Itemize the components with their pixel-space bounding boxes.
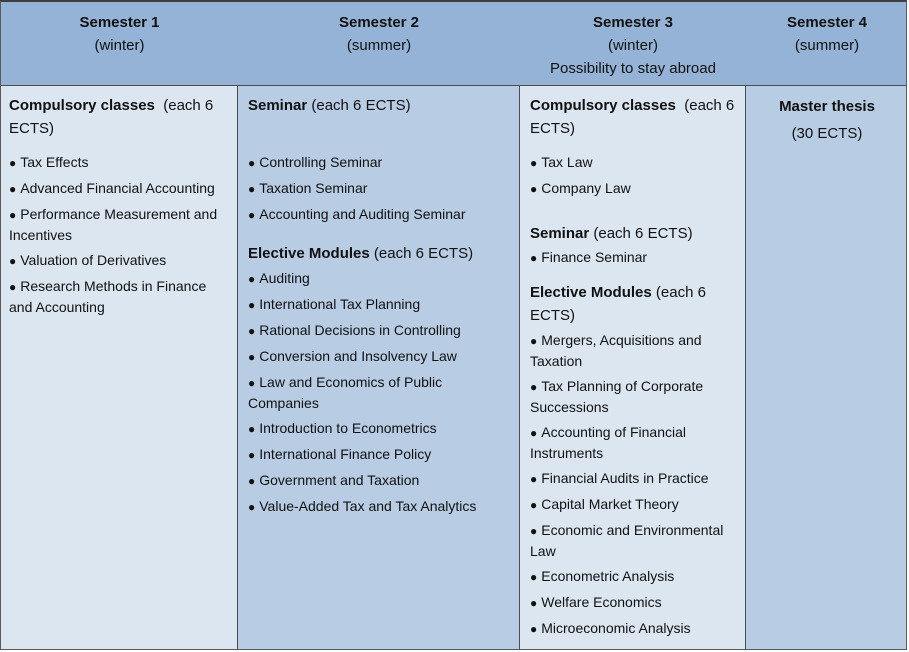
- bullet-icon: ●: [9, 208, 17, 222]
- list-item: [9, 178, 229, 199]
- list-item: [248, 204, 511, 225]
- bullet-icon: ●: [9, 280, 17, 294]
- list-item: [530, 422, 737, 463]
- bullet-icon: ●: [248, 324, 256, 338]
- semester-3-header: [520, 2, 746, 86]
- bullet-icon: ●: [530, 596, 538, 610]
- seminar-list: [530, 247, 737, 268]
- bullet-icon: ●: [530, 156, 538, 170]
- list-item: [530, 152, 737, 173]
- list-item: [530, 494, 737, 515]
- course-name: Value-Added Tax and Tax Analytics: [259, 498, 477, 514]
- compulsory-classes-list: [9, 152, 229, 317]
- course-name: Mergers, Acquisitions and Taxation: [530, 332, 702, 369]
- bullet-icon: ●: [530, 251, 538, 265]
- semester-1-title: Semester 1: [79, 14, 160, 31]
- semester-2-header: [238, 2, 520, 86]
- course-name: Tax Law: [541, 154, 593, 170]
- section-credits: (each 6 ECTS): [589, 225, 693, 242]
- course-name: Welfare Economics: [541, 594, 662, 610]
- course-name: Microeconomic Analysis: [541, 620, 691, 636]
- bullet-icon: ●: [530, 380, 538, 394]
- course-name: Tax Planning of Corporate Successions: [530, 378, 704, 415]
- list-item: [248, 470, 511, 491]
- list-item: [9, 152, 229, 173]
- course-name: Accounting of Financial Instruments: [530, 424, 687, 461]
- list-item: [530, 566, 737, 587]
- course-name: Performance Measurement and Incentives: [9, 206, 218, 243]
- course-name: Introduction to Econometrics: [259, 420, 437, 436]
- course-name: Taxation Seminar: [259, 180, 368, 196]
- list-item: [248, 320, 511, 341]
- bullet-icon: ●: [9, 182, 17, 196]
- course-name: Economic and Environmental Law: [530, 522, 724, 559]
- semester-1-season: (winter): [94, 37, 145, 54]
- course-name: Accounting and Auditing Seminar: [259, 206, 466, 222]
- course-name: International Finance Policy: [259, 446, 432, 462]
- section-title: Compulsory classes: [9, 97, 155, 114]
- course-name: Auditing: [259, 270, 310, 286]
- bullet-icon: ●: [248, 272, 256, 286]
- list-item: [248, 346, 511, 367]
- list-item: [9, 276, 229, 317]
- semester-1-content: [1, 86, 238, 649]
- seminar-heading: [530, 222, 737, 245]
- semester-3-abroad-note: Possibility to stay abroad: [550, 60, 716, 77]
- list-item: [248, 294, 511, 315]
- list-item: [530, 468, 737, 489]
- semester-1-header: [1, 2, 238, 86]
- bullet-icon: ●: [248, 448, 256, 462]
- course-name: Government and Taxation: [259, 472, 420, 488]
- list-item: [530, 618, 737, 639]
- compulsory-classes-heading: [9, 94, 229, 140]
- course-name: Econometric Analysis: [541, 568, 675, 584]
- bullet-icon: ●: [248, 350, 256, 364]
- list-item: [530, 520, 737, 561]
- bullet-icon: ●: [248, 500, 256, 514]
- semester-4-content: [746, 86, 907, 649]
- bullet-icon: ●: [530, 426, 538, 440]
- semester-4-season: (summer): [794, 37, 860, 54]
- bullet-icon: ●: [248, 208, 256, 222]
- section-credits: (each 6 ECTS): [530, 97, 739, 137]
- master-thesis-title: [754, 95, 900, 118]
- bullet-icon: ●: [530, 182, 538, 196]
- list-item: [248, 152, 511, 173]
- section-credits: (each 6 ECTS): [369, 245, 474, 262]
- list-item: [530, 330, 737, 371]
- course-name: Rational Decisions in Controlling: [259, 322, 461, 338]
- list-item: [9, 250, 229, 271]
- list-item: [248, 496, 511, 517]
- course-name: Financial Audits in Practice: [541, 470, 709, 486]
- elective-modules-list: [248, 268, 511, 517]
- seminar-list: [248, 152, 511, 225]
- section-credits: (each 6 ECTS): [307, 97, 411, 114]
- course-name: Valuation of Derivatives: [20, 252, 167, 268]
- semester-2-season: (summer): [346, 37, 412, 54]
- section-title: Seminar: [248, 97, 308, 114]
- section-credits: (each 6 ECTS): [530, 284, 711, 324]
- bullet-icon: ●: [248, 474, 256, 488]
- course-name: Law and Economics of Public Companies: [248, 374, 443, 411]
- semester-2-content: [238, 86, 520, 649]
- course-name: Finance Seminar: [541, 249, 648, 265]
- seminar-heading: [248, 94, 511, 117]
- bullet-icon: ●: [530, 498, 538, 512]
- semester-2-title: Semester 2: [338, 14, 420, 31]
- list-item: [530, 178, 737, 199]
- bullet-icon: ●: [530, 472, 538, 486]
- bullet-icon: ●: [248, 156, 256, 170]
- section-credits: (each 6 ECTS): [9, 97, 218, 137]
- bullet-icon: ●: [248, 182, 256, 196]
- section-title: Elective Modules: [248, 245, 370, 262]
- bullet-icon: ●: [530, 622, 538, 636]
- section-title: Master thesis: [779, 98, 875, 115]
- course-name: Conversion and Insolvency Law: [259, 348, 457, 364]
- section-title: Seminar: [530, 225, 590, 242]
- list-item: [248, 444, 511, 465]
- semester-3-title: Semester 3: [592, 14, 674, 31]
- bullet-icon: ●: [530, 334, 538, 348]
- course-name: Tax Effects: [20, 154, 89, 170]
- list-item: [248, 372, 511, 413]
- list-item: [9, 204, 229, 245]
- list-item: [530, 592, 737, 613]
- semester-4-title: Semester 4: [786, 14, 868, 31]
- compulsory-classes-heading: [530, 94, 737, 140]
- bullet-icon: ●: [530, 570, 538, 584]
- bullet-icon: ●: [530, 524, 538, 538]
- course-name: International Tax Planning: [259, 296, 421, 312]
- bullet-icon: ●: [248, 376, 256, 390]
- elective-modules-list: [530, 330, 737, 639]
- elective-modules-heading: [248, 242, 511, 265]
- section-title: Elective Modules: [530, 284, 652, 301]
- compulsory-classes-list: [530, 152, 737, 199]
- semester-3-content: [520, 86, 746, 649]
- semester-4-header: [746, 2, 907, 86]
- list-item: [248, 268, 511, 289]
- bullet-icon: ●: [9, 254, 17, 268]
- list-item: [248, 178, 511, 199]
- bullet-icon: ●: [9, 156, 17, 170]
- course-name: Research Methods in Finance and Accounting: [9, 278, 207, 315]
- bullet-icon: ●: [248, 298, 256, 312]
- bullet-icon: ●: [248, 422, 256, 436]
- master-thesis-credits: (30 ECTS): [791, 125, 863, 142]
- list-item: [530, 247, 737, 268]
- list-item: [530, 376, 737, 417]
- semester-3-season: (winter): [607, 37, 658, 54]
- section-title: Compulsory classes: [530, 97, 676, 114]
- elective-modules-heading: [530, 281, 737, 327]
- course-name: Company Law: [541, 180, 631, 196]
- course-name: Capital Market Theory: [541, 496, 679, 512]
- course-name: Advanced Financial Accounting: [20, 180, 215, 196]
- list-item: [248, 418, 511, 439]
- course-name: Controlling Seminar: [259, 154, 383, 170]
